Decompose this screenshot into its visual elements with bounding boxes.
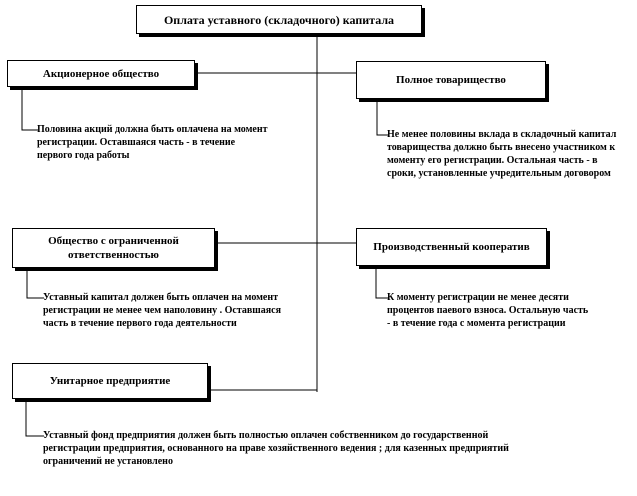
callout-joint-stock bbox=[22, 87, 38, 130]
llc-label: Общество с ограниченной ответственностью bbox=[48, 235, 179, 261]
diagram-title: Оплата уставного (складочного) капитала bbox=[163, 12, 395, 27]
unitary-label: Унитарное предприятие bbox=[49, 375, 171, 387]
unitary-text: Уставный фонд предприятия должен быть полностью оплачен собственником до государственной регистрации предприятия, основанного на праве хозяйственного ведения ; для казенных предприятий ограничений не установлено bbox=[43, 430, 509, 467]
joint-stock-label: Акционерное общество bbox=[42, 67, 160, 80]
callout-llc bbox=[27, 268, 44, 298]
cooperative-label: Производственный кооператив bbox=[373, 241, 530, 253]
llc-text: Уставный капитал должен быть оплачен на момент регистрации не менее чем наполовину . Оставшаяся часть в течение первого года деятельности bbox=[43, 292, 281, 329]
general-partnership-text: Не менее половины вклада в складочный капитал товарищества должно быть внесено участником к моменту его регистрации. Остальная часть - в сроки, установленные учредительным договором bbox=[387, 129, 617, 179]
title-box bbox=[136, 5, 422, 34]
llc-box bbox=[12, 228, 215, 268]
cooperative-text: К моменту регистрации не менее десяти процентов паевого взноса. Остальную часть - в течение года с момента регистрации bbox=[387, 292, 589, 329]
general-partnership-box bbox=[356, 61, 546, 99]
joint-stock-box bbox=[7, 60, 195, 87]
cooperative-box bbox=[356, 228, 547, 266]
joint-stock-text: Половина акций должна быть оплачена на момент регистрации. Оставшаяся часть - в течение первого года работы bbox=[37, 124, 268, 161]
callout-unitary bbox=[26, 400, 44, 436]
general-partnership-label: Полное товарищество bbox=[396, 74, 506, 86]
unitary-box bbox=[12, 363, 208, 399]
